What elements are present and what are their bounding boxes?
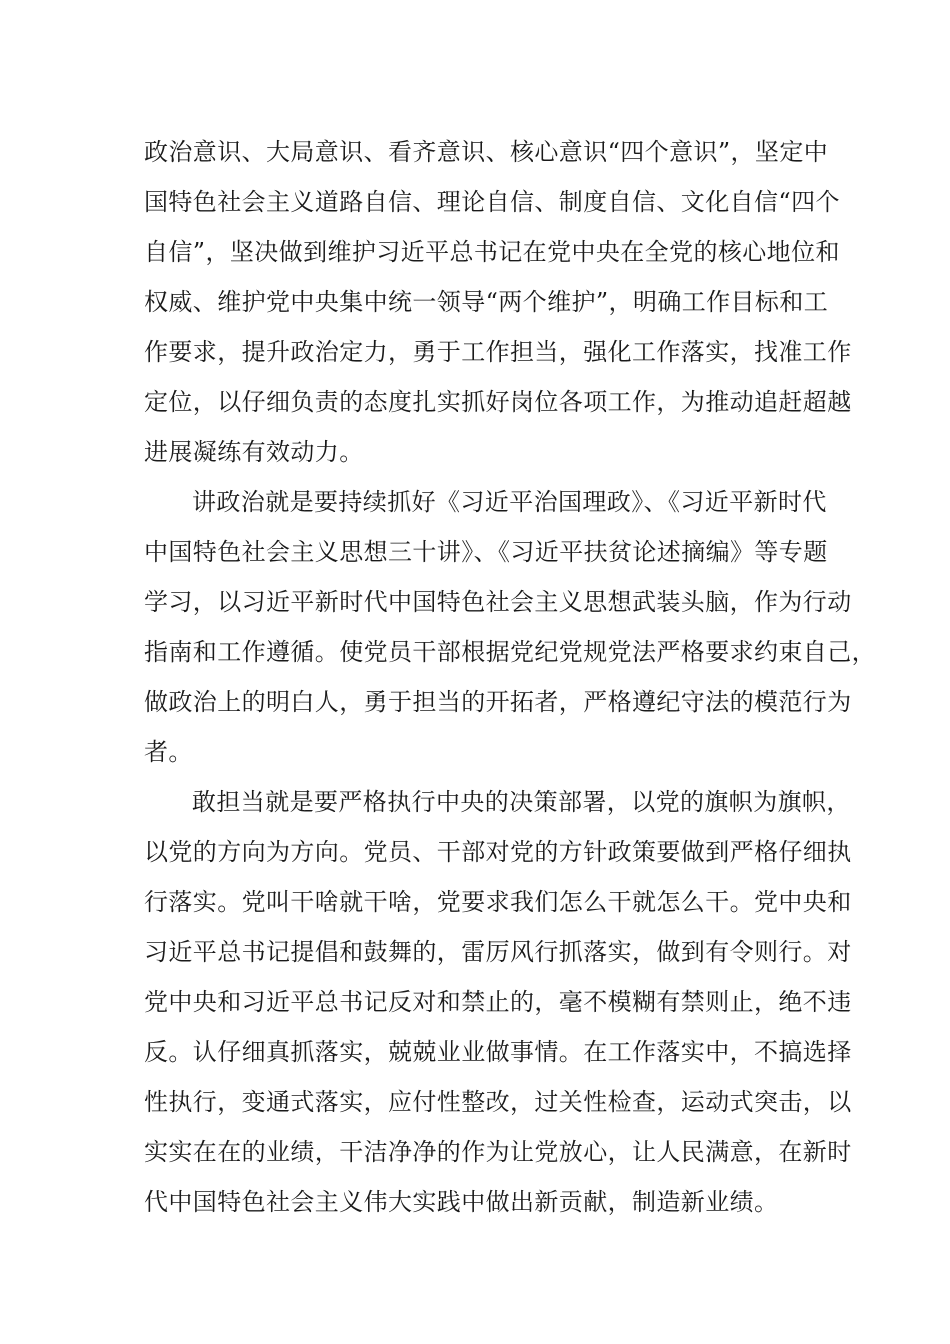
- text-line: 行落实。党叫干啥就干啥，党要求我们怎么干就怎么干。党中央和: [144, 888, 852, 916]
- text-line: 指南和工作遵循。使党员干部根据党纪党规党法严格要求约束自己，: [144, 638, 876, 666]
- text-line: 作要求，提升政治定力，勇于工作担当，强化工作落实，找准工作: [144, 338, 852, 366]
- text-line: 习近平总书记提倡和鼓舞的，雷厉风行抓落实，做到有令则行。对: [144, 938, 852, 966]
- text-line: 定位，以仔细负责的态度扎实抓好岗位各项工作，为推动追赶超越: [144, 388, 852, 416]
- text-line: 进展凝练有效动力。: [144, 438, 364, 466]
- text-line: 学习，以习近平新时代中国特色社会主义思想武装头脑，作为行动: [144, 588, 852, 616]
- text-line: 者。: [144, 738, 193, 766]
- text-line: 党中央和习近平总书记反对和禁止的，毫不模糊有禁则止，绝不违: [144, 988, 852, 1016]
- text-line: 敢担当就是要严格执行中央的决策部署，以党的旗帜为旗帜，: [192, 788, 851, 816]
- text-line: 自信”，坚决做到维护习近平总书记在党中央在全党的核心地位和: [144, 238, 840, 266]
- text-line: 国特色社会主义道路自信、理论自信、制度自信、文化自信“四个: [144, 188, 840, 216]
- text-line: 权威、维护党中央集中统一领导“两个维护”，明确工作目标和工: [144, 288, 829, 316]
- text-line: 以党的方向为方向。党员、干部对党的方针政策要做到严格仔细执: [144, 838, 852, 866]
- text-line: 代中国特色社会主义伟大实践中做出新贡献，制造新业绩。: [144, 1188, 779, 1216]
- text-line: 反。认仔细真抓落实，兢兢业业做事情。在工作落实中，不搞选择: [144, 1038, 852, 1066]
- text-line: 政治意识、大局意识、看齐意识、核心意识“四个意识”，坚定中: [144, 138, 829, 166]
- text-line: 中国特色社会主义思想三十讲》、《习近平扶贫论述摘编》等专题: [144, 538, 828, 566]
- text-line: 实实在在的业绩，干洁净净的作为让党放心，让人民满意，在新时: [144, 1138, 852, 1166]
- text-line: 做政治上的明白人，勇于担当的开拓者，严格遵纪守法的模范行为: [144, 688, 852, 716]
- text-line: 讲政治就是要持续抓好《习近平治国理政》、《习近平新时代: [192, 488, 827, 516]
- text-line: 性执行，变通式落实，应付性整改，过关性检查，运动式突击，以: [144, 1088, 852, 1116]
